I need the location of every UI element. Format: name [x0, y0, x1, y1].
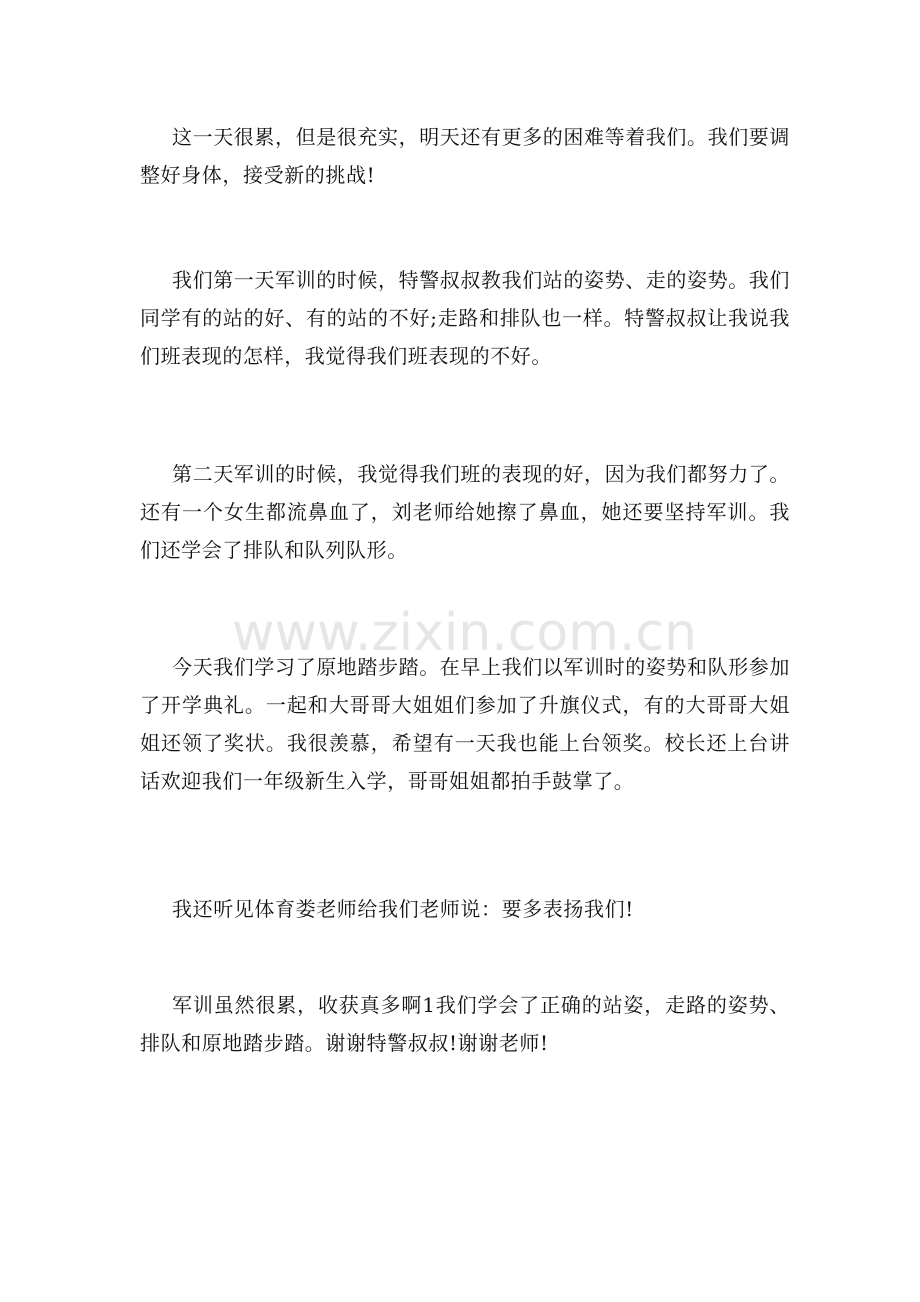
paragraph-4: 今天我们学习了原地踏步踏。在早上我们以军训时的姿势和队形参加了开学典礼。一起和大哥哥大姐姐们参加了升旗仪式，有的大哥哥大姐姐还领了奖状。我很羡慕，希望有一天我也能上台领奖。校长还上台讲话欢迎我们一年级新生入学，哥哥姐姐都拍手鼓掌了。: [140, 655, 790, 793]
paragraph-1: 这一天很累，但是很充实，明天还有更多的困难等着我们。我们要调整好身体，接受新的挑战!: [140, 125, 790, 187]
paragraph-3: 第二天军训的时候，我觉得我们班的表现的好，因为我们都努力了。还有一个女生都流鼻血了，刘老师给她擦了鼻血，她还要坚持军训。我们还学会了排队和队列队形。: [140, 462, 790, 562]
paragraph-6: 军训虽然很累，收获真多啊1我们学会了正确的站姿，走路的姿势、排队和原地踏步踏。谢谢特警叔叔!谢谢老师!: [140, 993, 790, 1055]
paragraph-5: 我还听见体育娄老师给我们老师说：要多表扬我们!: [172, 897, 634, 921]
watermark: www.zixin.com.cn: [232, 603, 697, 663]
paragraph-2: 我们第一天军训的时候，特警叔叔教我们站的姿势、走的姿势。我们同学有的站的好、有的站的不好;走路和排队也一样。特警叔叔让我说我们班表现的怎样，我觉得我们班表现的不好。: [140, 268, 790, 368]
